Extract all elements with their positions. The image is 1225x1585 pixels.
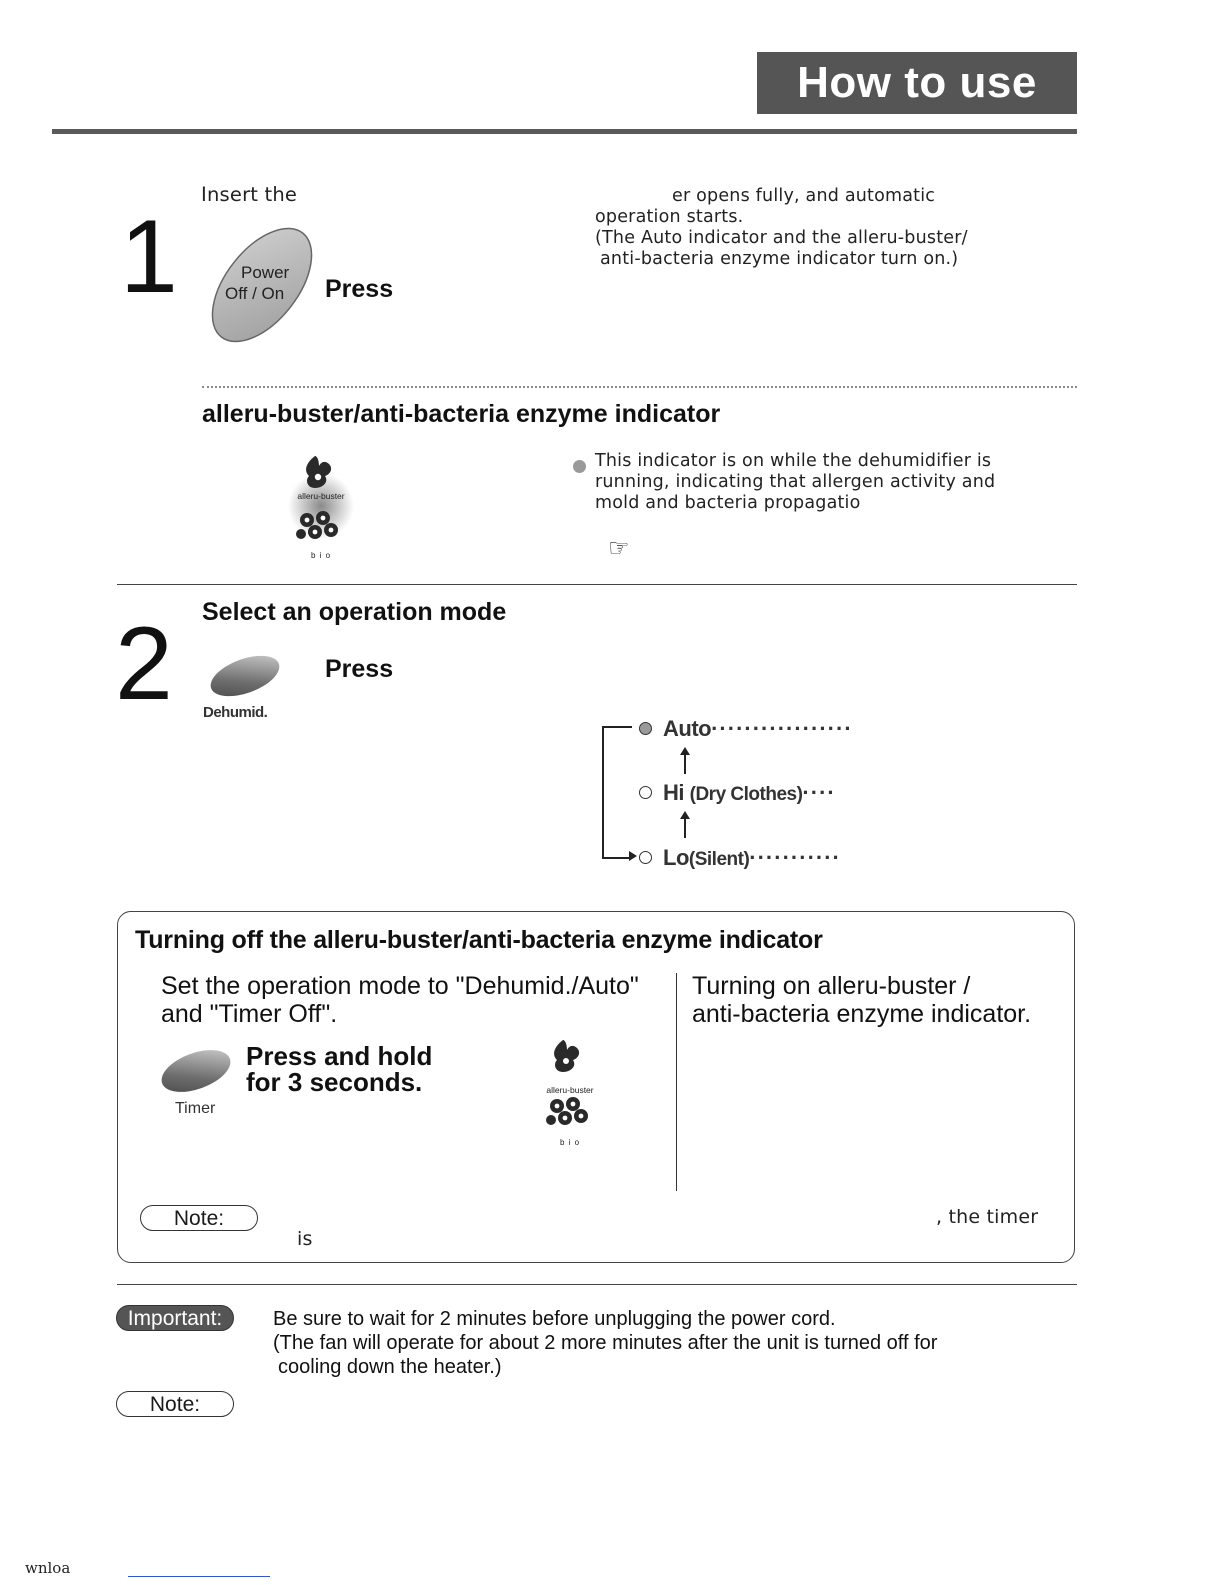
header-divider — [52, 129, 1077, 134]
panel-alleru-buster-label: alleru-buster — [546, 1085, 594, 1095]
important-line1: Be sure to wait for 2 minutes before unplugging the power cord. — [273, 1308, 836, 1330]
dotted-divider — [202, 386, 1077, 388]
panel-left-line2: and "Timer Off". — [161, 1000, 338, 1028]
bio-icon-label: b i o — [310, 551, 332, 560]
arrow-up-icon — [680, 747, 690, 755]
mode-lo-sub: Silent — [694, 849, 744, 870]
arrow-up-shaft-2 — [684, 816, 686, 838]
step-2-heading: Select an operation mode — [202, 598, 507, 626]
mode-auto-label: Auto — [663, 716, 712, 741]
step-1-instruction-line4: anti-bacteria enzyme indicator turn on.) — [600, 249, 959, 269]
page-title: How to use — [757, 52, 1077, 114]
timer-button-shape — [160, 1045, 232, 1097]
section-divider — [117, 584, 1077, 585]
important-badge: Important: — [116, 1305, 234, 1331]
mode-auto — [663, 716, 853, 742]
mode-cycle-line-bottom — [602, 857, 632, 859]
dehumid-button[interactable] — [210, 651, 280, 706]
important-line3: cooling down the heater.) — [278, 1356, 502, 1378]
panel-bio-label: b i o — [559, 1138, 581, 1147]
indicator-heading: alleru-buster/anti-bacteria enzyme indicator — [202, 400, 721, 428]
indicator-desc-line3: mold and bacteria propagatio — [595, 493, 861, 513]
indicator-desc-line1: This indicator is on while the dehumidifier is — [595, 451, 992, 471]
step-1-number: 1 — [120, 199, 178, 315]
panel-title: Turning off the alleru-buster/anti-bacteria enzyme indicator — [135, 926, 823, 954]
alleru-buster-icon-label: alleru-buster — [297, 491, 345, 501]
step-1-instruction-line3: (The Auto indicator and the alleru-buster/ — [595, 228, 968, 248]
mode-cycle-arrow-icon — [629, 851, 637, 861]
mode-cycle-line — [602, 726, 604, 858]
arrow-up-shaft — [684, 752, 686, 774]
panel-right-line2: anti-bacteria enzyme indicator. — [692, 1000, 1032, 1028]
note-badge: Note: — [116, 1391, 234, 1417]
indicator-desc-line2: running, indicating that allergen activity and — [595, 472, 996, 492]
mode-lo-leader: ··········· — [749, 845, 841, 870]
panel-note-fragment-right: , the timer — [936, 1206, 1039, 1228]
timer-button[interactable] — [160, 1045, 232, 1102]
step-1-instruction-line1: er opens fully, and automatic — [672, 186, 936, 206]
panel-note-fragment-left: is — [297, 1228, 313, 1250]
power-button-label-2: Off / On — [225, 284, 285, 303]
mode-lo: Lo(Silent)··········· — [663, 845, 841, 870]
arrow-up-icon-2 — [680, 811, 690, 819]
mode-hi: Hi (Dry Clothes)···· — [663, 780, 836, 805]
mode-lo-lamp — [639, 851, 652, 864]
step-1-instruction-left: Insert the — [201, 183, 298, 206]
alleru-buster-logo-icon — [285, 448, 357, 564]
alleru-buster-bio-indicator-icon — [285, 448, 357, 564]
step-1-instruction-line2: operation starts. — [595, 207, 744, 227]
mode-cycle-line-top — [602, 726, 632, 728]
pointing-hand-icon: ☞ — [608, 534, 630, 562]
step-2-number: 2 — [115, 606, 173, 722]
power-off-on-button[interactable] — [203, 223, 321, 347]
mode-auto-leader: ················· — [711, 716, 853, 741]
bullet-icon — [573, 460, 586, 473]
panel-divider — [676, 973, 677, 1191]
step-2-press-label: Press — [325, 655, 394, 683]
press-hold-line2: for 3 seconds. — [246, 1067, 423, 1097]
mode-auto-lamp — [639, 722, 652, 735]
bottom-divider — [117, 1284, 1077, 1285]
panel-right-line1: Turning on alleru-buster / — [692, 972, 971, 1000]
panel-alleru-buster-bio-icon — [535, 1038, 605, 1150]
panel-left-line1: Set the operation mode to "Dehumid./Auto" — [161, 972, 639, 1000]
footer-link-underline[interactable] — [128, 1576, 270, 1577]
mode-hi-lamp — [639, 786, 652, 799]
mode-hi-label: Hi — [663, 780, 684, 805]
dehumid-button-shape — [210, 651, 280, 701]
dehumid-button-label: Dehumid. — [203, 704, 268, 721]
mode-hi-leader: ···· — [802, 780, 836, 805]
panel-note-badge: Note: — [140, 1205, 258, 1231]
press-hold-line1: Press and hold — [246, 1041, 433, 1071]
step-1-press-label: Press — [325, 275, 394, 303]
power-button-label-1: Power — [241, 263, 290, 282]
mode-lo-label: Lo — [663, 845, 689, 870]
important-line2: (The fan will operate for about 2 more minutes after the unit is turned off for — [273, 1332, 938, 1354]
mode-hi-sub: Dry Clothes — [695, 784, 797, 805]
footer-fragment: wnloa — [25, 1559, 71, 1577]
timer-button-label: Timer — [175, 1100, 216, 1117]
